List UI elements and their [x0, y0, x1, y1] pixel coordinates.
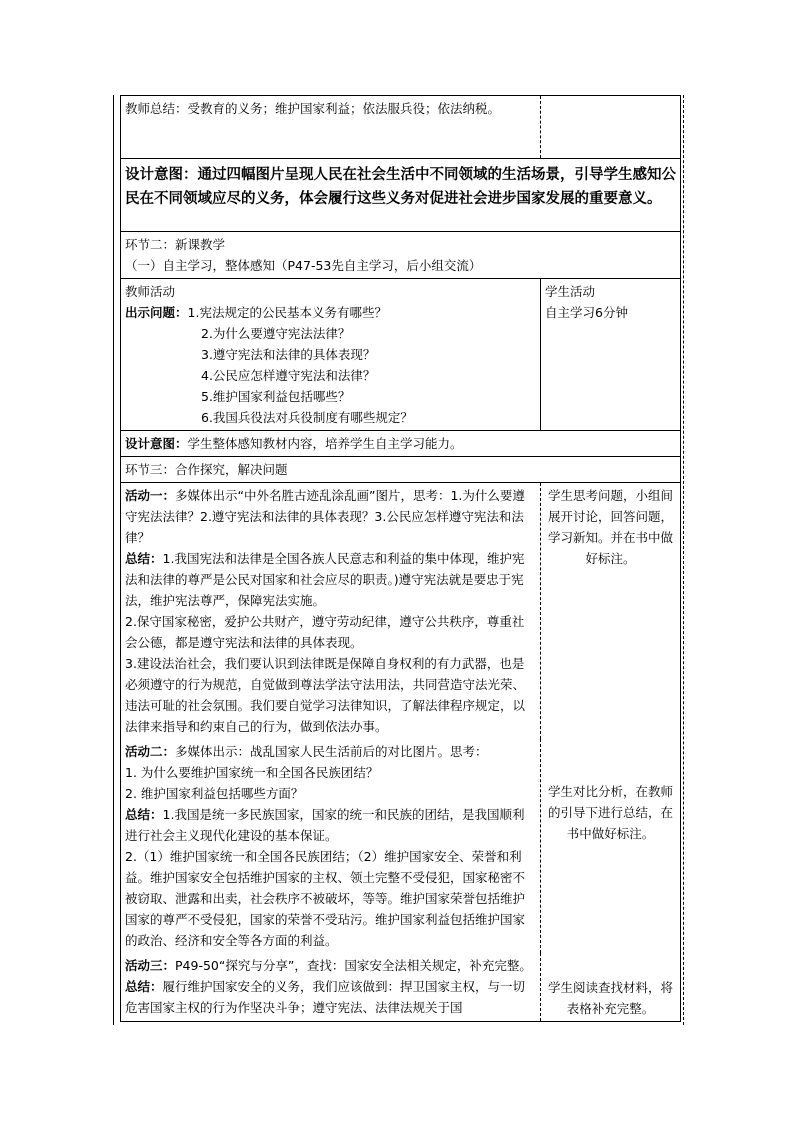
teacher-summary-cell	[121, 96, 541, 159]
activity3-summary-label: 总结：	[125, 979, 163, 994]
activity1-summary-label: 总结：	[125, 551, 163, 566]
activity1-label: 活动一：	[125, 488, 176, 503]
question-4: 4.公民应怎样遵守宪法和法律？	[201, 368, 376, 383]
activity1-teacher-cell	[121, 483, 541, 740]
section3-title-row	[121, 457, 681, 483]
activity3-row	[121, 953, 681, 1022]
question-2: 2.为什么要遵守宪法法律？	[201, 326, 351, 341]
activity2-text: 多媒体出示：战乱国家人民生活前后的对比图片。思考：	[175, 744, 488, 759]
empty-cell	[541, 96, 681, 159]
page-left-rule	[113, 95, 114, 1025]
question-1: 1.宪法规定的公民基本义务有哪些？	[187, 305, 387, 320]
activity2-student-text: 学生对比分析，在教师的引导下进行总结，在书中做好标注。	[547, 784, 673, 841]
activity3-student-text: 学生阅读查找材料，将表格补充完整。	[547, 980, 673, 1016]
activity2-question-1: 1. 为什么要维护国家统一和全国各民族团结？	[125, 765, 379, 780]
student-activity-cell	[541, 279, 681, 431]
activity2-label: 活动二：	[125, 744, 176, 759]
section2-activity-row	[121, 279, 681, 431]
activity1-student-text: 学生思考问题，小组间展开讨论，回答问题，学习新知。并在书中做好标注。	[547, 488, 673, 566]
design-intent-cell	[121, 159, 681, 232]
section2-design-cell	[121, 431, 681, 457]
activity3-summary: 履行维护国家安全的义务，我们应该做到：捍卫国家主权，与一切危害国家主权的行为作坚决斗争；遵守宪法、法律法规关于国	[125, 979, 526, 1015]
question-6: 6.我国兵役法对兵役制度有哪些规定？	[201, 410, 413, 425]
activity2-summary-2: 2.（1）维护国家统一和全国各民族团结；（2）维护国家安全、荣誉和利益。维护国家安全包括维护国家的主权、领土完整不受侵犯，国家秘密不被窃取、泄露和出卖，社会秩序不被破坏，等等。维护国家荣誉包括维护国家的尊严不受侵犯，国家的荣誉不受玷污。维护国家利益包括维护国家的政治、经济和安全等各方面的利益。	[125, 849, 526, 948]
section2-title: 环节二：新课教学	[125, 237, 226, 252]
activity1-summary-1: 1.我国宪法和法律是全国各族人民意志和利益的集中体现，维护宪法和法律的尊严是公民对国家和社会应尽的职责。)遵守宪法就是要忠于宪法，维护宪法尊严，保障宪法实施。	[125, 551, 525, 608]
activity2-summary-label: 总结：	[125, 807, 163, 822]
activity2-student-cell	[541, 739, 681, 953]
question-3: 3.遵守宪法和法律的具体表现？	[201, 347, 376, 362]
section2-title-cell	[121, 232, 681, 279]
activity1-student-cell	[541, 483, 681, 740]
activity1-row	[121, 483, 681, 740]
activity3-label: 活动三：	[125, 958, 176, 973]
teacher-activity-header: 教师活动	[125, 284, 176, 299]
activity2-row	[121, 739, 681, 953]
activity2-teacher-cell	[121, 739, 541, 953]
section2-title-row	[121, 232, 681, 279]
activity3-text: P49-50“探究与分享”，查找：国家安全法相关规定，补充完整。	[175, 958, 532, 973]
teacher-summary-text: 教师总结：受教育的义务；维护国家利益；依法服兵役；依法纳税。	[125, 101, 501, 116]
student-activity-header: 学生活动	[545, 284, 596, 299]
design-label: 设计意图：	[125, 436, 188, 451]
teacher-activity-cell	[121, 279, 541, 431]
section3-title-cell	[121, 457, 681, 483]
lesson-plan-table	[120, 95, 681, 1022]
section2-design-row	[121, 431, 681, 457]
activity2-summary-1: 1.我国是统一多民族国家，国家的统一和民族的团结，是我国顺利进行社会主义现代化建设的基本保证。	[125, 807, 525, 843]
design-intent-row	[121, 159, 681, 232]
activity1-text: 多媒体出示“中外名胜古迹乱涂乱画”图片，思考：1.为什么要遵守宪法法律？2.遵守宪法和法律的具体表现？3.公民应怎样遵守宪法和法律？	[125, 488, 525, 545]
activity3-teacher-cell	[121, 953, 541, 1022]
section3-title: 环节三：合作探究，解决问题	[125, 462, 288, 477]
page-right-rule	[683, 95, 684, 1025]
section2-subtitle: （一）自主学习，整体感知（P47-53先自主学习，后小组交流）	[125, 258, 482, 273]
student-activity-note: 自主学习6分钟	[545, 305, 628, 320]
activity1-summary-3: 3.建设法治社会，我们要认识到法律既是保障自身权利的有力武器，也是必须遵守的行为规范，自觉做到尊法学法守法用法，共同营造守法光荣、违法可耻的社会氛围。我们要自觉学习法律知识，了解法律程序规定，以法律来指导和约束自己的行为，做到依法办事。	[125, 656, 526, 734]
design-intent-text: 设计意图：通过四幅图片呈现人民在社会生活中不同领域的生活场景，引导学生感知公民在不同领域应尽的义务，体会履行这些义务对促进社会进步国家发展的重要意义。	[125, 167, 676, 207]
activity3-student-cell	[541, 953, 681, 1022]
design-text: 学生整体感知教材内容，培养学生自主学习能力。	[187, 436, 463, 451]
activity2-question-2: 2. 维护国家利益包括哪些方面？	[125, 786, 304, 801]
question-5: 5.维护国家利益包括哪些？	[201, 389, 351, 404]
activity1-summary-2: 2.保守国家秘密，爱护公共财产，遵守劳动纪律，遵守公共秩序，尊重社会公德，都是遵守宪法和法律的具体表现。	[125, 614, 525, 650]
question-label: 出示问题：	[125, 305, 188, 320]
teacher-summary-row	[121, 96, 681, 159]
